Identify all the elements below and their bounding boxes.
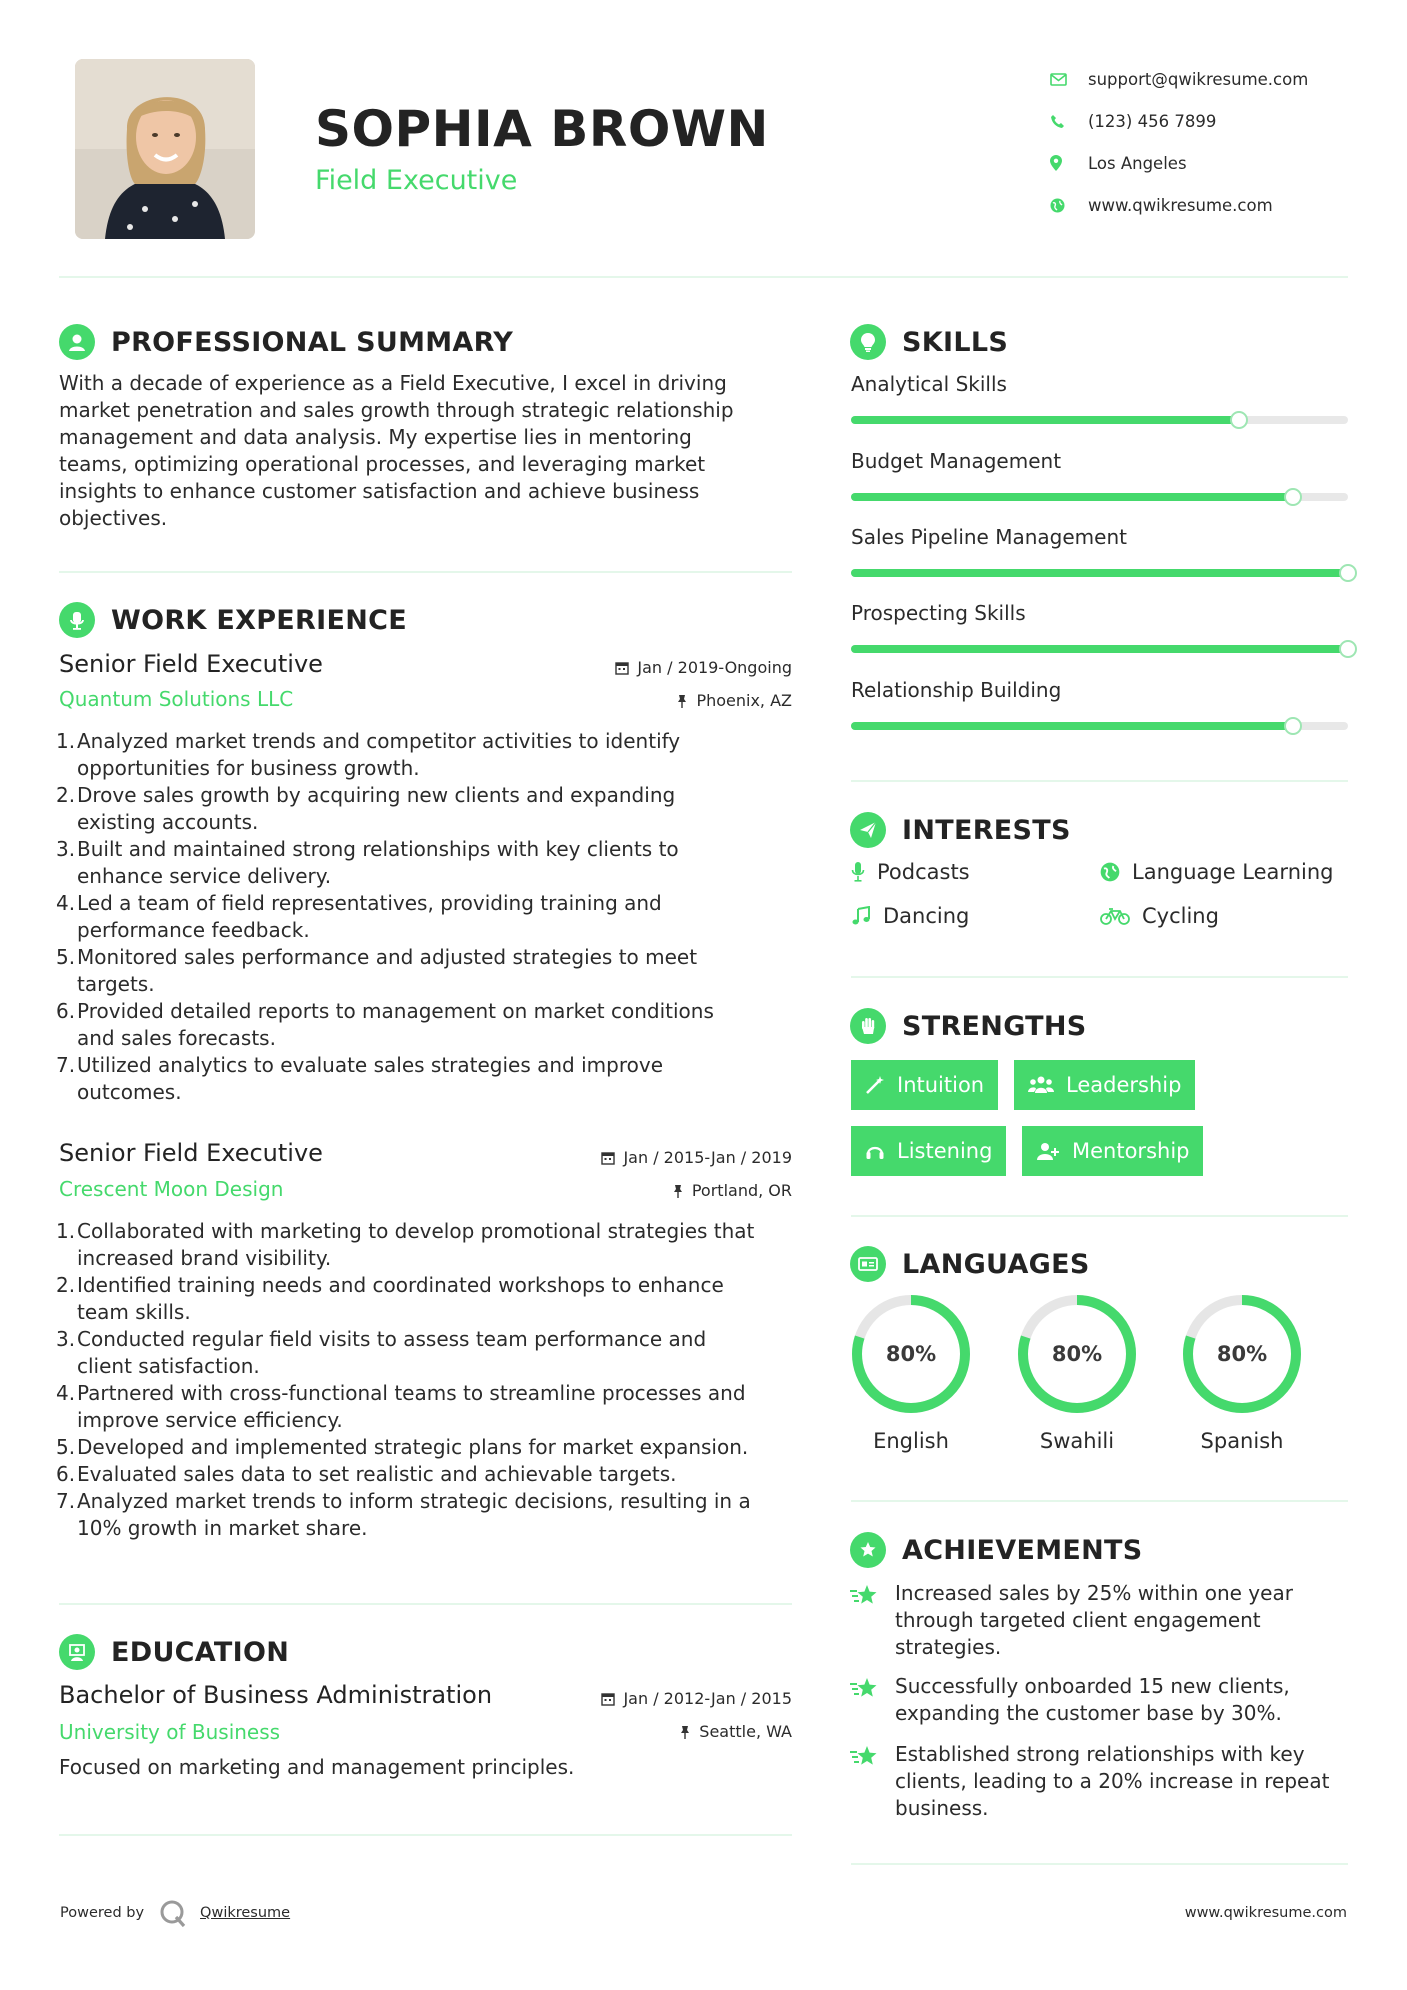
list-item xyxy=(56,998,799,1052)
phone-icon xyxy=(1050,114,1088,129)
language-percent: 80% xyxy=(885,1342,937,1366)
bullet-line: enhance service delivery. xyxy=(77,864,332,888)
graduation-icon xyxy=(59,1634,95,1670)
education-heading xyxy=(59,1634,289,1670)
list-item xyxy=(56,782,799,836)
job-2-bullets xyxy=(56,1218,809,1542)
list-item xyxy=(56,1380,809,1434)
education-location xyxy=(679,1722,792,1741)
bullet-line: Collaborated with marketing to develop promotional strategies that xyxy=(77,1219,755,1243)
job-1-date-text: Jan / 2019-Ongoing xyxy=(637,658,792,677)
skill-bar-knob xyxy=(1339,564,1357,582)
profile-photo-illustration xyxy=(75,59,255,239)
bullet-line: Analyzed market trends to inform strategic decisions, resulting in a xyxy=(77,1489,751,1513)
job-1-location-text: Phoenix, AZ xyxy=(696,691,792,710)
star-icon xyxy=(850,1745,880,1769)
summary-heading xyxy=(59,324,513,360)
education-divider xyxy=(59,1834,792,1836)
list-item xyxy=(56,1326,809,1380)
interest-item xyxy=(851,860,970,884)
achievements-heading xyxy=(850,1532,1143,1568)
skill-label: Relationship Building xyxy=(851,678,1062,702)
achievement-item xyxy=(895,1580,1355,1661)
skill-bar-knob xyxy=(1230,411,1248,429)
add-user-icon xyxy=(1036,1141,1060,1161)
achievement-line: Successfully onboarded 15 new clients, xyxy=(895,1674,1290,1698)
bullet-number: 4. xyxy=(56,891,76,915)
bullet-number: 6. xyxy=(56,1462,76,1486)
achievements-title: ACHIEVEMENTS xyxy=(902,1534,1143,1566)
summary-line: teams, optimizing operational processes, and leveraging market xyxy=(59,452,706,476)
language-name: Swahili xyxy=(1039,1429,1115,1453)
job-1-date xyxy=(615,658,792,677)
bullet-number: 5. xyxy=(56,945,76,969)
languages-divider xyxy=(851,1500,1348,1502)
interest-item xyxy=(1100,860,1333,884)
candidate-role: Field Executive xyxy=(315,165,518,196)
contact-phone-text: (123) 456 7899 xyxy=(1088,111,1217,131)
job-2-date xyxy=(601,1148,792,1167)
achievement-line: Increased sales by 25% within one year xyxy=(895,1581,1293,1605)
header-divider xyxy=(59,276,1348,278)
skill-bar xyxy=(851,722,1348,730)
skill-label: Prospecting Skills xyxy=(851,601,1026,625)
summary-title: PROFESSIONAL SUMMARY xyxy=(111,326,514,358)
bullet-line: Drove sales growth by acquiring new clients and expanding xyxy=(77,783,676,807)
paper-plane-icon xyxy=(850,812,886,848)
magic-wand-icon xyxy=(865,1075,885,1095)
skill-label: Budget Management xyxy=(851,449,1062,473)
profile-photo xyxy=(75,59,255,239)
education-location-text: Seattle, WA xyxy=(699,1722,792,1741)
user-icon xyxy=(59,324,95,360)
achievement-line: business. xyxy=(895,1796,989,1820)
calendar-icon xyxy=(615,661,629,675)
bullet-line: performance feedback. xyxy=(77,918,310,942)
bullet-line: Partnered with cross-functional teams to streamline processes and xyxy=(77,1381,746,1405)
pushpin-icon xyxy=(672,1184,684,1198)
bullet-line: improve service efficiency. xyxy=(77,1408,343,1432)
list-item xyxy=(56,890,799,944)
contact-website-text: www.qwikresume.com xyxy=(1088,195,1273,215)
footer-website[interactable]: www.qwikresume.com xyxy=(1184,1905,1347,1921)
group-icon xyxy=(1028,1075,1054,1095)
job-2-location xyxy=(672,1181,792,1200)
skill-label: Analytical Skills xyxy=(851,372,1007,396)
bullet-number: 2. xyxy=(56,1273,76,1297)
contact-phone[interactable] xyxy=(1050,100,1370,142)
list-item xyxy=(56,944,799,998)
education-title: EDUCATION xyxy=(111,1636,290,1668)
bullet-number: 7. xyxy=(56,1489,76,1513)
bullet-number: 4. xyxy=(56,1381,76,1405)
skill-bar-fill xyxy=(851,569,1348,577)
achievement-line: strategies. xyxy=(895,1635,1002,1659)
strengths-divider xyxy=(851,1215,1348,1217)
bullet-line: Provided detailed reports to management on market conditions xyxy=(77,999,714,1023)
education-description: Focused on marketing and management principles. xyxy=(59,1755,575,1779)
pushpin-icon xyxy=(679,1725,691,1739)
bullet-number: 5. xyxy=(56,1435,76,1459)
achievement-item xyxy=(895,1673,1355,1727)
bullet-line: increased brand visibility. xyxy=(77,1246,332,1270)
bullet-line: Built and maintained strong relationships with key clients to xyxy=(77,837,679,861)
bullet-line: Identified training needs and coordinated workshops to enhance xyxy=(77,1273,724,1297)
list-item xyxy=(56,836,799,890)
job-1-company: Quantum Solutions LLC xyxy=(59,687,294,711)
education-date-text: Jan / 2012-Jan / 2015 xyxy=(623,1689,792,1708)
bullet-number: 1. xyxy=(56,1219,76,1243)
language-percent: 80% xyxy=(1216,1342,1268,1366)
achievement-line: Established strong relationships with key xyxy=(895,1742,1305,1766)
degree-title: Bachelor of Business Administration xyxy=(59,1681,493,1709)
list-item xyxy=(56,1272,809,1326)
footer-powered-by xyxy=(60,1898,290,1928)
hand-icon xyxy=(850,1008,886,1044)
candidate-name: SOPHIA BROWN xyxy=(315,100,769,158)
strength-label: Listening xyxy=(897,1139,993,1163)
interests-divider xyxy=(851,976,1348,978)
strength-tag xyxy=(1022,1126,1203,1176)
job-2-date-text: Jan / 2015-Jan / 2019 xyxy=(623,1148,792,1167)
skill-bar xyxy=(851,493,1348,501)
languages-heading xyxy=(850,1246,1090,1282)
interests-heading xyxy=(850,812,1071,848)
languages-title: LANGUAGES xyxy=(902,1248,1090,1280)
bullet-number: 6. xyxy=(56,999,76,1023)
bullet-line: Developed and implemented strategic plans for market expansion. xyxy=(77,1435,749,1459)
summary-line: objectives. xyxy=(59,506,168,530)
summary-line: insights to enhance customer satisfaction and achieve business xyxy=(59,479,700,503)
strength-label: Leadership xyxy=(1066,1073,1182,1097)
contact-location xyxy=(1050,142,1370,184)
contact-email[interactable] xyxy=(1050,58,1370,100)
skill-bar-fill xyxy=(851,645,1348,653)
bicycle-icon xyxy=(1100,906,1130,926)
strength-tag xyxy=(1014,1060,1195,1110)
skill-bar xyxy=(851,569,1348,577)
bullet-line: existing accounts. xyxy=(77,810,259,834)
interest-label: Language Learning xyxy=(1132,860,1334,884)
bullet-line: outcomes. xyxy=(77,1080,182,1104)
skill-label: Sales Pipeline Management xyxy=(851,525,1127,549)
strengths-heading xyxy=(850,1008,1087,1044)
qwikresume-link[interactable]: Qwikresume xyxy=(200,1905,291,1921)
bullet-number: 1. xyxy=(56,729,76,753)
achievements-divider xyxy=(851,1863,1348,1865)
bullet-line: Conducted regular field visits to assess team performance and xyxy=(77,1327,707,1351)
star-icon xyxy=(850,1584,880,1608)
strength-label: Intuition xyxy=(897,1073,985,1097)
summary-line: market penetration and sales growth through strategic relationship xyxy=(59,398,734,422)
bullet-line: 10% growth in market share. xyxy=(77,1516,368,1540)
job-2-location-text: Portland, OR xyxy=(691,1181,792,1200)
powered-by-text: Powered by xyxy=(60,1905,145,1921)
bullet-number: 3. xyxy=(56,837,76,861)
bullet-line: Led a team of field representatives, providing training and xyxy=(77,891,662,915)
work-title: WORK EXPERIENCE xyxy=(111,604,407,636)
language-name: English xyxy=(873,1429,949,1453)
skill-bar xyxy=(851,645,1348,653)
id-card-icon xyxy=(850,1246,886,1282)
interest-label: Podcasts xyxy=(877,860,970,884)
skills-title: SKILLS xyxy=(902,326,1009,358)
microphone-icon xyxy=(851,861,865,883)
interest-item xyxy=(1100,904,1219,928)
contact-list xyxy=(1050,58,1370,226)
work-divider xyxy=(59,1603,792,1605)
trophy-icon xyxy=(850,1532,886,1568)
music-note-icon xyxy=(851,906,871,926)
bullet-line: Utilized analytics to evaluate sales strategies and improve xyxy=(77,1053,663,1077)
bullet-line: Monitored sales performance and adjusted strategies to meet xyxy=(77,945,698,969)
bullet-number: 7. xyxy=(56,1053,76,1077)
location-pin-icon xyxy=(1050,155,1088,171)
skills-heading xyxy=(850,324,1008,360)
contact-location-text: Los Angeles xyxy=(1088,153,1187,173)
contact-email-text: support@qwikresume.com xyxy=(1088,69,1309,89)
bullet-line: and sales forecasts. xyxy=(77,1026,276,1050)
bullet-line: Evaluated sales data to set realistic and achievable targets. xyxy=(77,1462,677,1486)
summary-line: management and data analysis. My expertise lies in mentoring xyxy=(59,425,692,449)
interest-item xyxy=(851,904,969,928)
skill-bar-knob xyxy=(1339,640,1357,658)
education-date xyxy=(601,1689,792,1708)
strength-label: Mentorship xyxy=(1072,1139,1190,1163)
language-percent: 80% xyxy=(1051,1342,1103,1366)
bullet-line: client satisfaction. xyxy=(77,1354,260,1378)
skill-bar-fill xyxy=(851,493,1293,501)
strengths-title: STRENGTHS xyxy=(902,1010,1087,1042)
achievement-line: expanding the customer base by 30%. xyxy=(895,1701,1282,1725)
interest-label: Dancing xyxy=(883,904,970,928)
lightbulb-icon xyxy=(850,324,886,360)
job-1-bullets xyxy=(56,728,799,1106)
work-heading xyxy=(59,602,407,638)
achievement-line: clients, leading to a 20% increase in repeat xyxy=(895,1769,1330,1793)
pushpin-icon xyxy=(676,694,688,708)
star-icon xyxy=(850,1677,880,1701)
qwikresume-logo-icon xyxy=(158,1898,188,1928)
job-2-company: Crescent Moon Design xyxy=(59,1177,284,1201)
strength-tag xyxy=(851,1126,1006,1176)
language-name: Spanish xyxy=(1200,1429,1284,1453)
bullet-line: team skills. xyxy=(77,1300,191,1324)
job-1-title: Senior Field Executive xyxy=(59,650,323,678)
list-item xyxy=(56,728,799,782)
skill-bar-fill xyxy=(851,722,1293,730)
bullet-number: 3. xyxy=(56,1327,76,1351)
skill-bar-fill xyxy=(851,416,1239,424)
headphones-icon xyxy=(865,1141,885,1161)
list-item xyxy=(56,1052,799,1106)
calendar-icon xyxy=(601,1692,615,1706)
globe-icon xyxy=(1050,198,1088,213)
bullet-line: Analyzed market trends and competitor activities to identify xyxy=(77,729,681,753)
list-item xyxy=(56,1461,809,1488)
summary-divider xyxy=(59,571,792,573)
list-item xyxy=(56,1488,809,1542)
job-2-title: Senior Field Executive xyxy=(59,1139,323,1167)
interest-label: Cycling xyxy=(1142,904,1219,928)
strength-tag xyxy=(851,1060,998,1110)
achievement-item xyxy=(895,1741,1355,1822)
skill-bar-knob xyxy=(1284,488,1302,506)
calendar-icon xyxy=(601,1151,615,1165)
summary-line: With a decade of experience as a Field Executive, I excel in driving xyxy=(59,371,727,395)
school-name: University of Business xyxy=(59,1720,281,1744)
skill-bar-knob xyxy=(1284,717,1302,735)
bullet-number: 2. xyxy=(56,783,76,807)
summary-text xyxy=(59,370,799,532)
list-item xyxy=(56,1218,809,1272)
list-item xyxy=(56,1434,809,1461)
job-1-location xyxy=(676,691,792,710)
skills-divider xyxy=(851,780,1348,782)
skill-bar xyxy=(851,416,1348,424)
briefcase-icon xyxy=(59,602,95,638)
bullet-line: opportunities for business growth. xyxy=(77,756,420,780)
contact-website[interactable] xyxy=(1050,184,1370,226)
achievement-line: through targeted client engagement xyxy=(895,1608,1261,1632)
mail-icon xyxy=(1050,73,1088,86)
globe-icon xyxy=(1100,862,1120,882)
interests-title: INTERESTS xyxy=(902,814,1071,846)
bullet-line: targets. xyxy=(77,972,155,996)
